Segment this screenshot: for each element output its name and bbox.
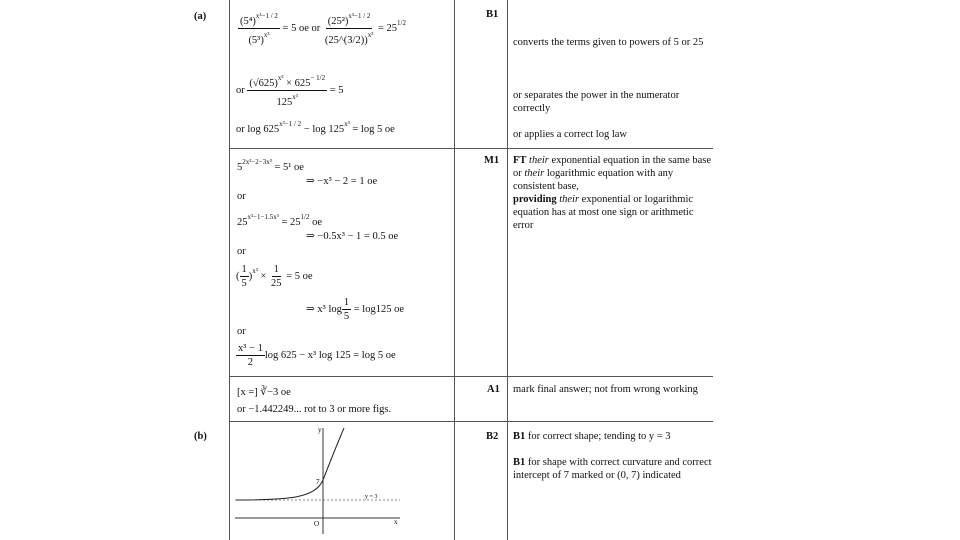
asymptote-label: y = 3 bbox=[365, 494, 378, 500]
m1-or-b: or bbox=[237, 246, 246, 257]
a1-answer: [x =] ∛−3 oe bbox=[237, 387, 291, 398]
mark-b2: B2 bbox=[486, 431, 499, 442]
mark-m1: M1 bbox=[484, 155, 500, 166]
b2-note-1: B1 for correct shape; tending to y = 3 bbox=[513, 431, 671, 442]
m1-note: FT their exponential equation in the same base or their logarithmic equation with any consistent base, providing their exponential or logarithmic equation has at most one sign or arithmetic error bbox=[513, 155, 712, 231]
intercept-label: 7 bbox=[316, 478, 320, 486]
b1-l1-num: (5⁴) bbox=[240, 16, 256, 27]
origin-label: O bbox=[314, 520, 320, 528]
col-divider-mid bbox=[454, 0, 455, 540]
b1-line1: $\frac{(5^4)^{x^3-1 / 2}}{(5^3)^{x^3}}$ = 5 oe or $\frac{(25^2)^{x^3-1 / 2}}{(25\^{}(3/2))^{x^3}}$ = $25^{1/2}$ bbox=[240, 12, 406, 46]
part-a-label: (a) bbox=[194, 11, 207, 22]
m1-or-a: or bbox=[237, 191, 246, 202]
x-axis-label: x bbox=[394, 518, 398, 526]
m1-eq3-implies: ⇒ x³ log $\frac{1}{5}$ = log125 oe bbox=[306, 297, 404, 322]
row-divider-2 bbox=[229, 376, 713, 377]
a1-note: mark final answer; not from wrong working bbox=[513, 384, 698, 395]
mark-b1: B1 bbox=[486, 9, 499, 20]
b1-line2: or $\frac{(√625)^{x^3} \times 625^{- 1/2}}{125^{x^3}}$ = 5 bbox=[236, 74, 344, 108]
m1-eq1: $5^{2x^3-2-3x^3} = 5^1$ oe bbox=[237, 158, 304, 173]
sketch-graph bbox=[230, 422, 454, 540]
b1-note-1: converts the terms given to powers of 5 or 25 bbox=[513, 37, 704, 48]
m1-eq3: ( $\frac{1}{5}$ )$^{x^3}$ × $\frac{1}{25}$ = 5 oe bbox=[236, 264, 313, 289]
m1-eq1-implies: ⇒ −x³ − 2 = 1 oe bbox=[306, 176, 378, 187]
mark-a1: A1 bbox=[487, 384, 500, 395]
m1-eq4: $\frac{\text{x³ − 1}}{2}$ log 625 − x³ log 125 = log 5 oe bbox=[238, 343, 396, 368]
y-axis-label: y bbox=[318, 426, 322, 434]
m1-or-c: or bbox=[237, 326, 246, 337]
b2-note-2: B1 for shape with correct curvature and correct intercept of 7 marked or (0, 7) indicated bbox=[513, 457, 712, 481]
row-divider-1 bbox=[229, 148, 713, 149]
m1-eq2-implies: ⇒ −0.5x³ − 1 = 0.5 oe bbox=[306, 231, 399, 242]
b1-note-3: or applies a correct log law bbox=[513, 129, 627, 140]
b1-note-2: or separates the power in the numerator correctly bbox=[513, 90, 680, 114]
exponential-curve bbox=[236, 428, 344, 500]
col-divider-right bbox=[507, 0, 508, 540]
a1-alt: or −1.442249... rot to 3 or more figs. bbox=[237, 404, 392, 415]
part-b-label: (b) bbox=[194, 431, 207, 442]
m1-eq2: $25^{x^3-1-1.5x^3} = 25^{1/2}$ oe bbox=[237, 213, 323, 228]
b1-line3: or $\log 625^{x^3-1 / 2} - \log 125^{x^3} = \log 5$ oe bbox=[236, 120, 395, 135]
